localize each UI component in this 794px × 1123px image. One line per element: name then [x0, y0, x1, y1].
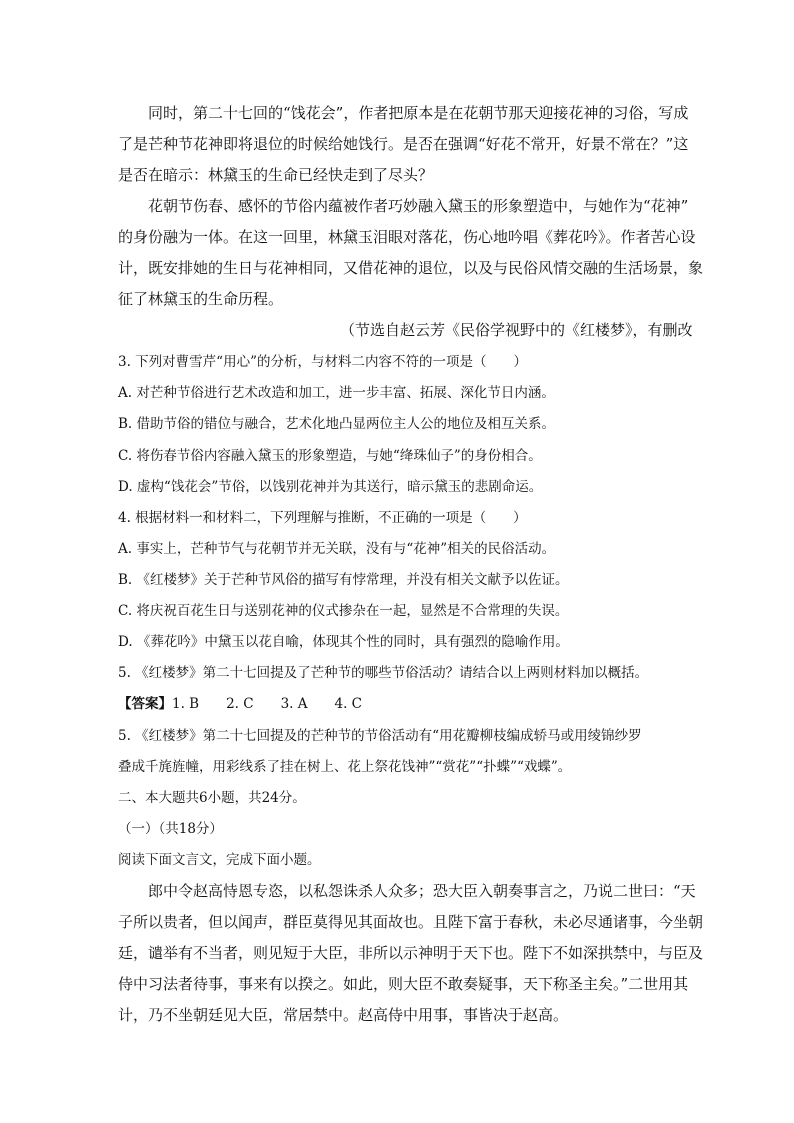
paragraph-2-line-3: 计，既安排她的生日与花神相同，又借花神的退位，以及与民俗风情交融的生活场景，象 [118, 259, 704, 277]
question-3-option-a: A. 对芒种节俗进行艺术改造和加工，进一步丰富、拓展、深化节日内涵。 [118, 385, 555, 401]
source-attribution: （节选自赵云芳《民俗学视野中的《红楼梦》，有删改 [340, 321, 693, 339]
answer-q5-line-1: 5. 《红楼梦》第二十七回提及的芒种节的节俗活动有“用花瓣柳枝编成轿马或用绫锦纱罗 [118, 728, 642, 744]
section-2-heading: 二、本大题共6小题，共24分。 [118, 790, 306, 806]
question-4-option-a: A. 事实上，芒种节气与花朝节并无关联，没有与“花神”相关的民俗活动。 [118, 541, 556, 557]
paragraph-1-line-3: 是否在暗示：林黛玉的生命已经快走到了尽头？ [118, 166, 434, 184]
passage-line-2: 子所以贵者，但以闻声，群臣莫得见其面故也。且陛下富于春秋，未必尽通诸事，今坐朝 [118, 913, 704, 931]
passage-line-1: 郎中令赵高恃恩专恣，以私怨诛杀人众多；恐大臣入朝奏事言之，乃说二世曰：“天 [148, 882, 696, 900]
answer-line [118, 694, 678, 714]
answer-label: 【答案】 [118, 696, 172, 712]
question-4-option-c: C. 将庆祝百花生日与送别花神的仪式掺杂在一起，显然是不合常理的失误。 [118, 603, 569, 619]
passage-line-4: 侍中习法者待事，事来有以揆之。如此，则大臣不敢奏疑事，天下称圣主矣。”二世用其 [118, 975, 689, 993]
section-2-subheading: （一）（共18分） [118, 821, 223, 837]
paragraph-1-line-2: 了是芒种节花神即将退位的时候给她饯行。是否在强调“好花不常开，好景不常在？”这 [118, 135, 689, 153]
passage-line-5: 计，乃不坐朝廷见大臣，常居禁中。赵高侍中用事，事皆决于赵高。 [118, 1006, 569, 1024]
section-2-instruction: 阅读下面文言文，完成下面小题。 [118, 852, 321, 868]
passage-line-3: 廷，谴举有不当者，则见短于大臣，非所以示神明于天下也。陛下不如深拱禁中，与臣及 [118, 944, 704, 962]
question-3-option-d: D. 虚构“饯花会”节俗，以饯别花神并为其送行，暗示黛玉的悲剧命运。 [118, 479, 543, 495]
question-4-stem: 4. 根据材料一和材料二，下列理解与推断，不正确的一项是（ ） [118, 510, 527, 526]
paragraph-2-line-2: 的身份融为一体。在这一回里，林黛玉泪眼对落花，伤心地吟唱《葬花吟》。作者苦心设 [118, 228, 696, 246]
paragraph-1-line-1: 同时，第二十七回的“饯花会”，作者把原本是在花朝节那天迎接花神的习俗，写成 [148, 104, 689, 122]
question-4-option-b: B. 《红楼梦》关于芒种节风俗的描写有悖常理，并没有相关文献予以佐证。 [118, 572, 569, 588]
question-5-stem: 5. 《红楼梦》第二十七回提及了芒种节的哪些节俗活动？请结合以上两则材料加以概括。 [118, 665, 649, 681]
paragraph-2-line-1: 花朝节伤春、感怀的节俗内蕴被作者巧妙融入黛玉的形象塑造中，与她作为“花神” [148, 197, 689, 215]
question-3-option-b: B. 借助节俗的错位与融合，艺术化地凸显两位主人公的地位及相互关系。 [118, 416, 556, 432]
answer-choices: 1. B 2. C 3. A 4. C [172, 696, 363, 712]
answer-q5-line-2: 叠成千旄旌幢，用彩线系了挂在树上、花上祭花饯神”“赏花”“扑蝶”“戏蝶”。 [118, 759, 572, 775]
question-3-option-c: C. 将伤春节俗内容融入黛玉的形象塑造，与她“绛珠仙子”的身份相合。 [118, 448, 542, 464]
paragraph-2-line-4: 征了林黛玉的生命历程。 [118, 290, 284, 308]
question-3-stem: 3. 下列对曹雪芹“用心”的分析，与材料二内容不符的一项是（ ） [118, 354, 527, 370]
question-4-option-d: D. 《葬花吟》中黛玉以花自喻，体现其个性的同时，具有强烈的隐喻作用。 [118, 634, 569, 650]
